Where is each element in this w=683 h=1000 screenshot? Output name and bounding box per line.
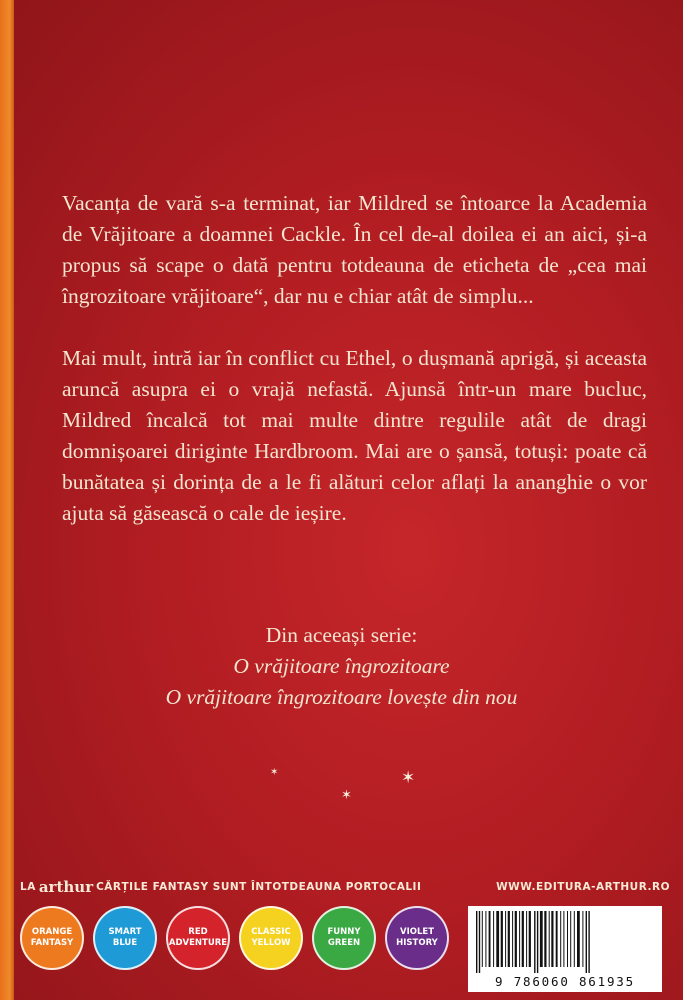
badge-line2: YELLOW: [251, 938, 291, 948]
barcode-bars: [474, 911, 656, 973]
badge-line1: SMART: [108, 927, 142, 937]
barcode-bar: [551, 911, 553, 967]
barcode-bar: [515, 911, 517, 967]
barcode-bar: [560, 911, 561, 967]
badge-line2: HISTORY: [396, 938, 438, 948]
barcode-bar: [544, 911, 546, 967]
barcode-bar: [534, 911, 535, 973]
collection-badges: [20, 906, 449, 970]
series-title-2: O vrăjitoare îngrozitoare lovește din nou: [165, 685, 518, 709]
barcode-bar: [540, 911, 543, 967]
collection-badge-orange-fantasy: [20, 906, 84, 970]
blurb-paragraph-2: Mai mult, intră iar în conflict cu Ethel, o dușmană aprigă, și aceasta aruncă asupra ei o vrajă nefastă. Ajunsă într-un mare bucluc, Mildred încalcă tot mai multe dintre regulile atât de dragi domnișoarei diriginte Hardbroom. Mai are o șansă, totuși: poate că bunătatea și dorința de a le fi alături celor aflați la ananghie o vor ajuta să găsească o cale de ieșire.: [62, 346, 647, 525]
barcode-bar: [582, 911, 583, 967]
publisher-tagline: [20, 879, 670, 895]
back-cover-blurb: [62, 188, 647, 560]
barcode-bar: [549, 911, 550, 967]
badge-line1: FUNNY: [327, 927, 361, 937]
orange-side-stripe: [0, 0, 14, 1000]
badge-line2: GREEN: [327, 938, 361, 948]
barcode-bar: [563, 911, 564, 967]
series-heading: Din aceeași serie:: [265, 623, 418, 647]
star-icon: ✶: [270, 767, 279, 778]
publisher-url: WWW.EDITURA-ARTHUR.RO: [496, 881, 670, 893]
badge-line2: FANTASY: [30, 938, 74, 948]
barcode-bar: [482, 911, 483, 967]
badge-line2: ADVENTURE: [168, 938, 228, 948]
isbn-barcode: [468, 906, 662, 992]
barcode-bar: [512, 911, 513, 967]
badge-line1: ORANGE: [31, 927, 73, 937]
star-icon: ✶: [401, 768, 416, 788]
barcode-bar: [489, 911, 491, 967]
barcode-bar: [479, 911, 480, 973]
barcode-bar: [519, 911, 520, 967]
barcode-bar: [476, 911, 477, 973]
series-title-1: O vrăjitoare îngrozitoare: [233, 654, 450, 678]
barcode-bar: [508, 911, 510, 967]
collection-badge-violet-history: [385, 906, 449, 970]
barcode-bar: [567, 911, 568, 967]
barcode-bar: [537, 911, 538, 973]
barcode-bar: [485, 911, 486, 967]
series-list: [0, 620, 683, 713]
badge-line2: BLUE: [112, 938, 138, 948]
collection-badge-red-adventure: [166, 906, 230, 970]
badge-line1: CLASSIC: [251, 927, 291, 937]
barcode-bar: [586, 911, 587, 973]
barcode-bar: [496, 911, 499, 967]
publisher-logo: arthur: [38, 878, 94, 896]
tagline-text: CĂRȚILE FANTASY SUNT ÎNTOTDEAUNA PORTOCALII: [96, 881, 422, 893]
barcode-bar: [570, 911, 571, 967]
collection-badge-smart-blue: [93, 906, 157, 970]
blurb-paragraph-1: Vacanța de vară s-a terminat, iar Mildred se întoarce la Academia de Vrăjitoare a doamnei Cackle. În cel de-al doilea ei an aici, și-a propus să scape o dată pentru totdeauna de eticheta de „cea mai îngrozitoare vrăjitoare“, dar nu e chiar atât de simplu...: [62, 191, 647, 308]
barcode-bar: [556, 911, 558, 967]
badge-line1: RED: [188, 927, 208, 937]
barcode-bar: [493, 911, 494, 967]
barcode-bar: [505, 911, 506, 967]
collection-badge-classic-yellow: [239, 906, 303, 970]
isbn-digits: 9 786060 861935: [495, 974, 635, 989]
badge-line1: VIOLET: [400, 927, 434, 937]
barcode-bar: [522, 911, 524, 967]
barcode-bar: [588, 911, 589, 973]
barcode-bar: [501, 911, 503, 967]
star-icon: ✶: [341, 788, 352, 803]
barcode-bar: [574, 911, 575, 967]
collection-badge-funny-green: [312, 906, 376, 970]
barcode-bar: [529, 911, 531, 967]
tagline-prefix: LA: [20, 881, 36, 893]
barcode-bar: [577, 911, 580, 967]
barcode-bar: [526, 911, 527, 967]
